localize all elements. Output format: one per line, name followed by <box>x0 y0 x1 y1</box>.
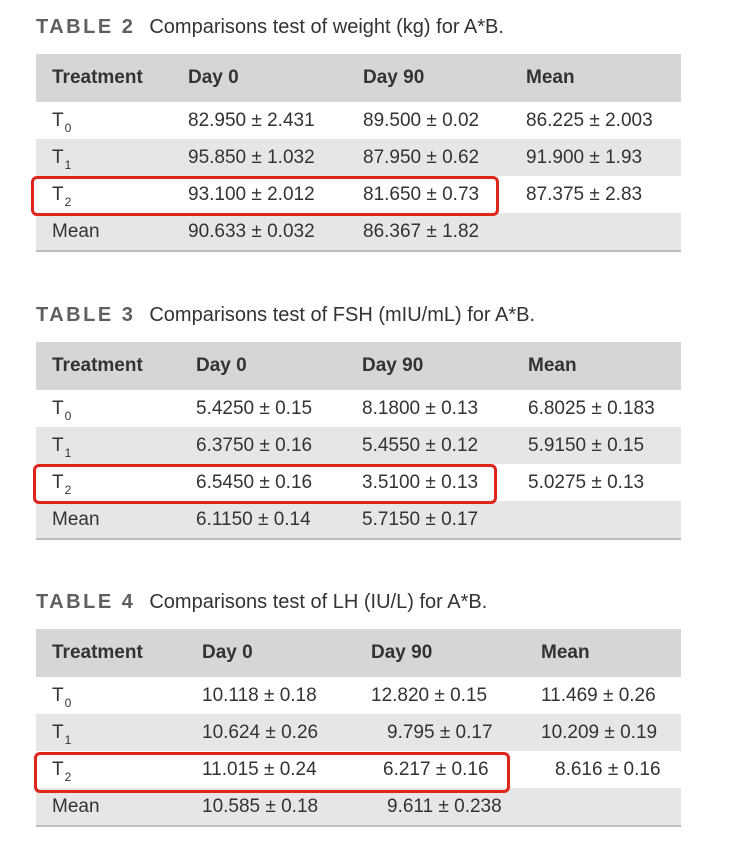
row-treatment <box>36 464 196 501</box>
table-row <box>36 714 681 751</box>
cell-day90: 86.367 ± 1.82 <box>363 213 526 251</box>
header-mean: Mean <box>526 54 681 102</box>
treatment-subscript: 1 <box>64 445 72 460</box>
cell-mean: 91.900 ± 1.93 <box>526 139 681 176</box>
header-day0: Day 0 <box>202 629 371 677</box>
header-day0: Day 0 <box>188 54 363 102</box>
treatment-letter: Mean <box>52 508 100 530</box>
table-4-title: Comparisons test of LH (IU/L) for A*B. <box>149 591 488 613</box>
cell-mean <box>526 213 681 251</box>
cell-day0: 82.950 ± 2.431 <box>188 109 315 131</box>
treatment-letter: T <box>52 471 64 493</box>
treatment-letter: T <box>52 758 64 780</box>
treatment-subscript: 0 <box>64 408 72 423</box>
treatment-letter: T <box>52 684 64 706</box>
table-row <box>36 677 681 714</box>
header-day0: Day 0 <box>196 342 362 390</box>
table-row <box>36 464 681 501</box>
cell-mean: 87.375 ± 2.83 <box>526 183 643 205</box>
table-4-label: TABLE 4 <box>36 591 136 613</box>
header-treatment: Treatment <box>36 342 196 390</box>
header-mean: Mean <box>541 629 681 677</box>
table-3-title: Comparisons test of FSH (mIU/mL) for A*B. <box>149 304 536 326</box>
cell-mean <box>541 788 681 826</box>
cell-day90: 3.5100 ± 0.13 <box>362 471 479 493</box>
table-4 <box>36 629 681 827</box>
table-3-label: TABLE 3 <box>36 304 136 326</box>
cell-day90: 9.611 ± 0.238 <box>371 788 541 826</box>
row-treatment <box>36 714 202 751</box>
table-2-title: Comparisons test of weight (kg) for A*B. <box>149 16 504 38</box>
cell-mean: 86.225 ± 2.003 <box>526 109 653 131</box>
cell-day0: 6.1150 ± 0.14 <box>196 501 362 539</box>
treatment-letter: Mean <box>52 220 100 242</box>
treatment-subscript: 2 <box>64 194 72 209</box>
cell-mean: 11.469 ± 0.26 <box>541 684 656 706</box>
table-4-caption <box>36 591 487 621</box>
treatment-letter: T <box>52 434 64 456</box>
treatment-subscript: 1 <box>64 157 72 172</box>
treatment-letter: Mean <box>52 795 100 817</box>
table-row <box>36 501 681 539</box>
cell-mean: 10.209 ± 0.19 <box>541 714 681 751</box>
row-treatment <box>36 677 202 714</box>
cell-day0: 6.3750 ± 0.16 <box>196 427 362 464</box>
table-row <box>36 427 681 464</box>
cell-day0: 93.100 ± 2.012 <box>188 183 315 205</box>
table-row <box>36 788 681 826</box>
treatment-subscript: 2 <box>64 482 72 497</box>
cell-day90: 5.7150 ± 0.17 <box>362 501 528 539</box>
cell-day0: 6.5450 ± 0.16 <box>196 471 313 493</box>
cell-day90: 8.1800 ± 0.13 <box>362 397 479 419</box>
row-treatment <box>36 501 196 539</box>
table-2-caption <box>36 16 504 46</box>
cell-day0: 5.4250 ± 0.15 <box>196 397 313 419</box>
cell-mean: 5.0275 ± 0.13 <box>528 471 645 493</box>
cell-day90: 89.500 ± 0.02 <box>363 109 480 131</box>
treatment-subscript: 0 <box>64 695 72 710</box>
row-treatment <box>36 139 188 176</box>
treatment-subscript: 1 <box>64 732 72 747</box>
table-row <box>36 751 681 788</box>
table-row <box>36 176 681 213</box>
table-3-caption <box>36 304 535 334</box>
table-row <box>36 390 681 427</box>
treatment-letter: T <box>52 397 64 419</box>
table-row <box>36 213 681 251</box>
row-treatment <box>36 176 188 213</box>
treatment-subscript: 2 <box>64 769 72 784</box>
treatment-letter: T <box>52 146 64 168</box>
row-treatment <box>36 213 188 251</box>
header-day90: Day 90 <box>371 629 541 677</box>
treatment-letter: T <box>52 183 64 205</box>
cell-day90: 12.820 ± 0.15 <box>371 684 488 706</box>
header-day90: Day 90 <box>362 342 528 390</box>
cell-mean: 8.616 ± 0.16 <box>555 758 661 780</box>
header-treatment: Treatment <box>36 629 202 677</box>
cell-day90: 87.950 ± 0.62 <box>363 139 526 176</box>
cell-day0: 11.015 ± 0.24 <box>202 758 317 780</box>
treatment-subscript: 0 <box>64 120 72 135</box>
table-header-row <box>36 342 681 390</box>
table-2 <box>36 54 681 252</box>
cell-day0: 90.633 ± 0.032 <box>188 213 363 251</box>
table-row <box>36 102 681 139</box>
table-3 <box>36 342 681 540</box>
cell-day0: 10.624 ± 0.26 <box>202 714 371 751</box>
row-treatment <box>36 751 202 788</box>
cell-day90: 6.217 ± 0.16 <box>383 758 489 780</box>
header-mean: Mean <box>528 342 681 390</box>
cell-day0: 95.850 ± 1.032 <box>188 139 363 176</box>
treatment-letter: T <box>52 109 64 131</box>
row-treatment <box>36 390 196 427</box>
row-treatment <box>36 102 188 139</box>
row-treatment <box>36 427 196 464</box>
cell-mean: 6.8025 ± 0.183 <box>528 397 655 419</box>
header-treatment: Treatment <box>36 54 188 102</box>
cell-day90: 81.650 ± 0.73 <box>363 183 480 205</box>
table-header-row <box>36 54 681 102</box>
table-row <box>36 139 681 176</box>
cell-day90: 5.4550 ± 0.12 <box>362 427 528 464</box>
cell-day90: 9.795 ± 0.17 <box>371 714 541 751</box>
cell-day0: 10.585 ± 0.18 <box>202 788 371 826</box>
cell-mean <box>528 501 681 539</box>
table-2-label: TABLE 2 <box>36 16 136 38</box>
cell-day0: 10.118 ± 0.18 <box>202 684 317 706</box>
cell-mean: 5.9150 ± 0.15 <box>528 427 681 464</box>
header-day90: Day 90 <box>363 54 526 102</box>
row-treatment <box>36 788 202 826</box>
treatment-letter: T <box>52 721 64 743</box>
table-header-row <box>36 629 681 677</box>
